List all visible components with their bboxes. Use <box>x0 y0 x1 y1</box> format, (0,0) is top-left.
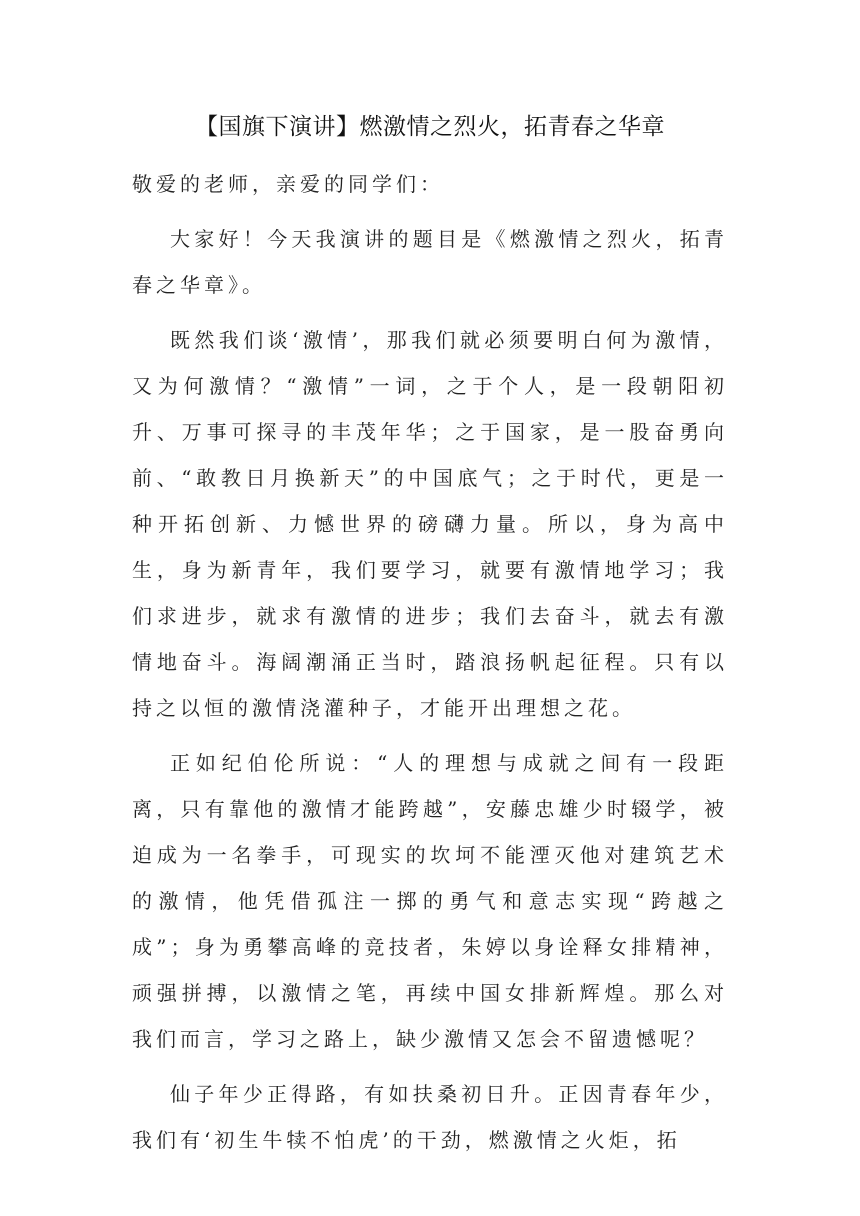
paragraph-4: 仙子年少正得路，有如扶桑初日升。正因青春年少，我们有‘初生牛犊不怕虎’的干劲，燃激情之火炬，拓 <box>132 1082 728 1152</box>
paragraph-1: 大家好！今天我演讲的题目是《燃激情之烈火，拓青春之华章》。 <box>132 227 728 297</box>
paragraph-2: 既然我们谈‘激情’，那我们就必须要明白何为激情，又为何激情？“激情”一词，之于个人，是一段朝阳初升、万事可探寻的丰茂年华；之于国家，是一股奋勇向前、“敢教日月换新天”的中国底气；之于时代，更是一种开拓创新、力憾世界的磅礴力量。所以，身为高中生，身为新青年，我们要学习，就要有激情地学习；我们求进步，就求有激情的进步；我们去奋斗，就去有激情地奋斗。海阔潮涌正当时，踏浪扬帆起征程。只有以持之以恒的激情浇灌种子，才能开出理想之花。 <box>132 328 728 720</box>
document-body <box>132 161 728 1172</box>
document-title: 【国旗下演讲】燃激情之烈火，拓青春之华章 <box>195 114 665 140</box>
paragraph-3: 正如纪伯伦所说：“人的理想与成就之间有一段距离，只有靠他的激情才能跨越”，安藤忠雄少时辍学，被迫成为一名拳手，可现实的坎坷不能湮灭他对建筑艺术的激情，他凭借孤注一掷的勇气和意志实现“跨越之成”；身为勇攀高峰的竞技者，朱婷以身诠释女排精神，顽强拼搏，以激情之笔，再续中国女排新辉煌。那么对我们而言，学习之路上，缺少激情又怎会不留遗憾呢？ <box>132 751 728 1051</box>
salutation: 敬爱的老师，亲爱的同学们： <box>132 172 444 196</box>
